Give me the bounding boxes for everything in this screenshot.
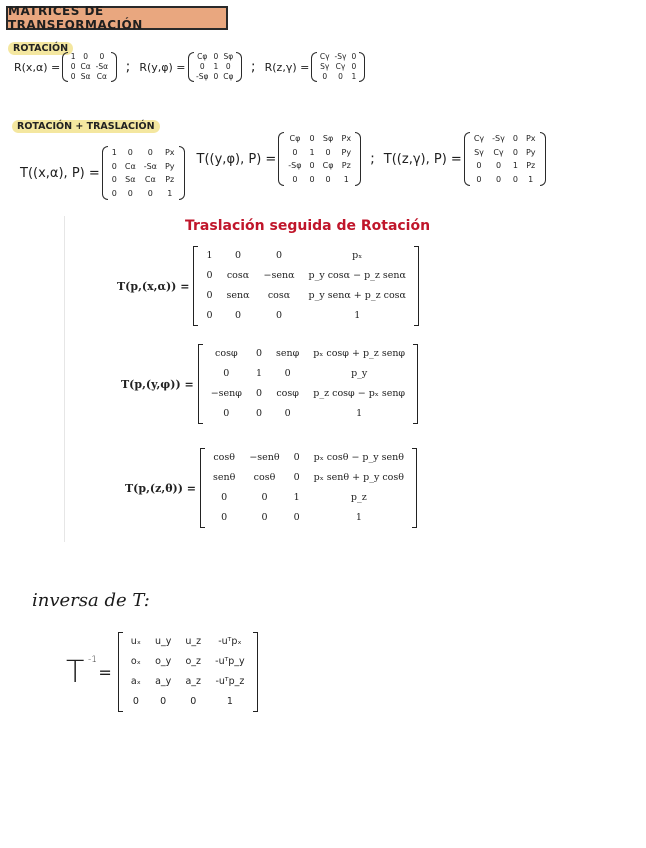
matrix-cell: Px — [164, 148, 175, 157]
matrix-row — [108, 160, 179, 174]
matrix-cell: 1 — [351, 72, 357, 81]
matrix-cell: 0 — [476, 161, 482, 170]
matrix-cell: 1 — [354, 310, 361, 321]
matrix-cell: 1 — [206, 250, 213, 261]
matrix-cell: Cφ — [197, 52, 208, 61]
rot-tras-row — [20, 118, 546, 200]
matrix-cell: pₓ senθ + p_y cosθ — [313, 472, 404, 483]
matrix-row — [124, 632, 252, 652]
matrix-cell: cosα — [226, 270, 250, 281]
matrix-cell: p_z — [350, 492, 367, 503]
matrix-row — [124, 692, 252, 712]
matrix-cell: Sα — [125, 175, 136, 184]
matrix-cell: Sγ — [474, 147, 484, 157]
matrix-table — [194, 52, 236, 82]
matrix-cell: 0 — [255, 388, 262, 399]
matrix-cell: u_z — [185, 636, 202, 647]
matrix-cell: cosα — [267, 290, 291, 301]
matrix-cell: o_z — [185, 656, 202, 667]
matrix-table — [470, 132, 540, 186]
matrix-table — [199, 246, 413, 326]
matrix-cell: Cφ — [289, 134, 301, 143]
matrix-cell: 1 — [111, 148, 117, 157]
matrix-cell: 0 — [351, 62, 357, 71]
matrix-cell: Sφ — [322, 134, 334, 143]
matrix-row — [206, 488, 411, 508]
m2-label: T(p,(y,φ)) = — [121, 377, 194, 391]
matrix-row — [108, 173, 179, 187]
matrix-cell: Py — [164, 161, 175, 171]
matrix-cell: 0 — [147, 148, 153, 157]
matrix-cell: Pz — [526, 161, 536, 170]
matrix-cell: -Sα — [143, 161, 157, 171]
matrix-cell: p_y cosα − p_z senα — [308, 270, 406, 281]
matrix-row — [194, 62, 236, 72]
ry-matrix — [188, 52, 242, 82]
matrix-row — [199, 266, 413, 286]
matrix-cell: 1 — [293, 492, 300, 503]
matrix-cell: cosθ — [253, 472, 276, 483]
matrix-cell: 0 — [255, 408, 262, 419]
matrix-cell: 0 — [293, 452, 300, 463]
m2-matrix — [198, 344, 418, 424]
matrix-row — [124, 652, 252, 672]
rz-matrix — [311, 52, 364, 82]
matrix-cell: 0 — [512, 134, 518, 143]
matrix-cell: 0 — [234, 310, 242, 321]
matrix-cell: Py — [525, 147, 536, 157]
matrix-cell: 0 — [213, 72, 219, 81]
matrix-row — [124, 672, 252, 692]
matrix-cell: -Sα — [95, 62, 109, 71]
matrix-table — [204, 344, 412, 424]
matrix-cell: 0 — [111, 161, 117, 171]
matrix-cell: -Sγ — [334, 52, 347, 61]
matrix-cell: 0 — [261, 512, 268, 523]
matrix-cell: 0 — [147, 188, 153, 198]
rotation-row — [14, 52, 365, 82]
ty-label: T((y,φ), P) = — [196, 151, 277, 167]
matrix-cell: 0 — [293, 472, 300, 483]
matrix-cell: 1 — [70, 52, 76, 61]
matrix-cell: Sγ — [320, 62, 330, 71]
matrix-cell: -uᵀp_z — [215, 676, 245, 687]
matrix-cell: 0 — [512, 174, 518, 184]
matrix-cell: 0 — [225, 62, 231, 71]
matrix-table — [284, 132, 355, 186]
matrix-row — [108, 187, 179, 201]
matrix-cell: 0 — [190, 696, 197, 707]
matrix-row — [470, 173, 540, 187]
matrix-cell: uₓ — [130, 636, 141, 647]
matrix-cell: 0 — [83, 52, 88, 61]
matrix-cell: 0 — [127, 148, 133, 157]
matrix-row — [284, 132, 355, 146]
matrix-cell: senα — [226, 290, 250, 301]
matrix-cell: 0 — [292, 174, 298, 184]
matrix-cell: Sα — [80, 72, 91, 81]
matrix-cell: 0 — [70, 72, 76, 81]
m1-label: T(p,(x,α)) = — [117, 279, 190, 293]
matrix-cell: 0 — [70, 62, 76, 71]
matrix-cell: 0 — [322, 72, 328, 81]
matrix-cell: a_y — [155, 676, 172, 687]
matrix-cell: 1 — [355, 512, 362, 523]
matrix-cell: Cγ — [335, 62, 346, 71]
matrix-cell: Py — [341, 147, 352, 157]
inverse-superscript: -1 — [88, 654, 97, 665]
matrix-cell: 0 — [284, 408, 291, 419]
matrix-cell: 1 — [343, 174, 349, 184]
matrix-row — [204, 344, 412, 364]
matrix-row — [284, 159, 355, 173]
matrix-table — [206, 448, 411, 528]
matrix-cell: 1 — [255, 368, 262, 379]
matrix-cell: 0 — [495, 174, 502, 184]
page-title: MATRICES DE TRANSFORMACIÓN — [6, 6, 228, 30]
matrix-cell: 0 — [476, 174, 482, 184]
matrix-cell: cosφ — [276, 388, 299, 399]
matrix-cell: 1 — [528, 174, 534, 184]
matrix-row — [194, 72, 236, 82]
matrix-cell: 0 — [206, 310, 213, 321]
rz-label: R(z,γ) = — [264, 60, 310, 74]
matrix-cell: 0 — [206, 270, 213, 281]
matrix-cell: 0 — [284, 368, 291, 379]
matrix-cell: 1 — [167, 188, 173, 198]
matrix-cell: 0 — [261, 492, 268, 503]
matrix-row — [470, 132, 540, 146]
matrix-cell: -Sφ — [196, 72, 209, 81]
separator: ; — [250, 59, 256, 75]
matrix-cell: -uᵀpₓ — [218, 636, 242, 647]
matrix-row — [194, 52, 236, 62]
matrix-row — [470, 159, 540, 173]
matrix-cell: Cφ — [322, 161, 334, 170]
matrix-row — [199, 306, 413, 326]
equals-sign: = — [98, 662, 112, 682]
matrix-cell: −senα — [263, 270, 295, 281]
matrix-cell: pₓ — [352, 250, 363, 261]
matrix-cell: 0 — [111, 175, 117, 184]
matrix-cell: Cγ — [473, 134, 485, 143]
matrix-cell: 0 — [292, 147, 298, 157]
matrix-cell: 0 — [213, 52, 219, 61]
matrix-table — [68, 52, 110, 82]
matrix-row — [470, 146, 540, 160]
matrix-cell: 0 — [99, 52, 105, 61]
m3-matrix — [200, 448, 417, 528]
matrix-cell: -Sγ — [492, 134, 505, 143]
matrix-cell: u_y — [154, 636, 172, 647]
matrix-row — [284, 146, 355, 160]
matrix-row — [204, 384, 412, 404]
matrix-cell: 0 — [223, 408, 230, 419]
matrix-cell: Cφ — [223, 72, 234, 81]
panel-eq-y — [121, 344, 418, 424]
matrix-cell: 0 — [255, 348, 262, 359]
matrix-table — [108, 146, 179, 200]
matrix-cell: 0 — [199, 62, 205, 71]
matrix-cell: 0 — [309, 174, 315, 184]
matrix-cell: 1 — [213, 62, 219, 71]
matrix-cell: 0 — [234, 250, 242, 261]
matrix-cell: Cγ — [493, 147, 504, 157]
matrix-cell: Pz — [165, 175, 175, 184]
matrix-row — [108, 146, 179, 160]
matrix-row — [199, 246, 413, 266]
matrix-cell: cosθ — [213, 452, 235, 463]
matrix-cell: 0 — [338, 72, 343, 81]
matrix-cell: 0 — [309, 134, 315, 143]
matrix-cell: Cα — [144, 175, 156, 184]
inverse-equation — [66, 632, 258, 712]
panel-title: Traslación seguida de Rotación — [185, 218, 431, 234]
tx-label: T((x,α), P) = — [20, 165, 100, 181]
inverse-title: inversa de T: — [32, 590, 150, 611]
matrix-cell: 0 — [221, 512, 228, 523]
matrix-cell: p_z cosφ − pₓ senφ — [313, 388, 406, 399]
matrix-cell: Cα — [80, 62, 91, 71]
matrix-cell: 0 — [325, 174, 331, 184]
printed-matrices-panel — [64, 216, 435, 542]
matrix-row — [284, 173, 355, 187]
matrix-cell: 0 — [351, 52, 357, 61]
tx-matrix — [102, 146, 185, 200]
matrix-cell: 0 — [111, 188, 117, 198]
inverse-lhs — [66, 654, 97, 690]
matrix-cell: Px — [341, 134, 352, 143]
ty-matrix — [278, 132, 361, 186]
matrix-table — [124, 632, 252, 712]
tz-matrix — [464, 132, 546, 186]
matrix-cell: 0 — [132, 696, 139, 707]
matrix-cell: Cα — [124, 161, 136, 171]
matrix-cell: senφ — [275, 348, 300, 359]
matrix-cell: 0 — [309, 161, 315, 170]
matrix-cell: 1 — [512, 161, 518, 170]
matrix-row — [204, 364, 412, 384]
matrix-cell: Cγ — [319, 52, 330, 61]
matrix-cell: pₓ cosφ + p_z senφ — [313, 348, 406, 359]
matrix-cell: 0 — [127, 188, 133, 198]
matrix-row — [206, 468, 411, 488]
matrix-cell: 0 — [221, 492, 228, 503]
separator: ; — [370, 151, 375, 167]
matrix-cell: pₓ cosθ − p_y senθ — [313, 452, 404, 463]
m1-matrix — [193, 246, 419, 326]
rx-label: R(x,α) = — [14, 60, 61, 74]
matrix-cell: -uᵀp_y — [215, 656, 245, 667]
panel-eq-z — [125, 448, 417, 528]
matrix-cell: 0 — [206, 290, 213, 301]
matrix-row — [317, 62, 358, 72]
matrix-cell: 1 — [226, 696, 233, 707]
ry-label: R(y,φ) = — [139, 60, 186, 74]
matrix-cell: 0 — [275, 310, 283, 321]
matrix-cell: oₓ — [130, 656, 141, 667]
rotation-heading: ROTACIÓN — [8, 42, 73, 55]
m3-label: T(p,(z,θ)) = — [125, 481, 196, 495]
matrix-row — [206, 508, 411, 528]
matrix-cell: 0 — [160, 696, 167, 707]
rx-matrix — [62, 52, 116, 82]
matrix-row — [206, 448, 411, 468]
matrix-cell: 0 — [275, 250, 283, 261]
matrix-cell: 0 — [293, 512, 300, 523]
inverse-matrix — [118, 632, 258, 712]
matrix-row — [68, 72, 110, 82]
matrix-cell: 0 — [325, 147, 331, 157]
matrix-cell: 1 — [309, 147, 315, 157]
matrix-cell: o_y — [155, 656, 172, 667]
matrix-cell: Pz — [341, 161, 351, 170]
matrix-cell: senθ — [212, 472, 236, 483]
matrix-row — [68, 62, 110, 72]
inverse-lhs-letter: T — [66, 654, 85, 690]
matrix-cell: −senθ — [249, 452, 280, 463]
matrix-cell: 0 — [223, 368, 230, 379]
rot-tras-heading: ROTACIÓN + TRASLACIÓN — [12, 120, 160, 133]
matrix-row — [204, 404, 412, 424]
matrix-row — [68, 52, 110, 62]
matrix-cell: p_y — [351, 368, 368, 379]
matrix-cell: a_z — [185, 676, 202, 687]
matrix-cell: aₓ — [130, 676, 141, 687]
matrix-row — [317, 72, 358, 82]
matrix-cell: Sφ — [223, 52, 234, 61]
matrix-cell: cosφ — [215, 348, 238, 359]
matrix-cell: p_y senα + p_z cosα — [308, 290, 406, 301]
matrix-row — [199, 286, 413, 306]
matrix-row — [317, 52, 358, 62]
matrix-cell: 1 — [356, 408, 363, 419]
separator: ; — [125, 59, 131, 75]
matrix-cell: 0 — [512, 147, 518, 157]
panel-eq-x — [117, 246, 419, 326]
matrix-table — [317, 52, 358, 82]
matrix-cell: Px — [525, 134, 536, 143]
matrix-cell: -Sφ — [288, 161, 302, 170]
matrix-cell: −senφ — [210, 388, 242, 399]
tz-label: T((z,γ), P) = — [383, 151, 462, 167]
matrix-cell: 0 — [495, 161, 502, 170]
matrix-cell: Cα — [96, 72, 107, 81]
